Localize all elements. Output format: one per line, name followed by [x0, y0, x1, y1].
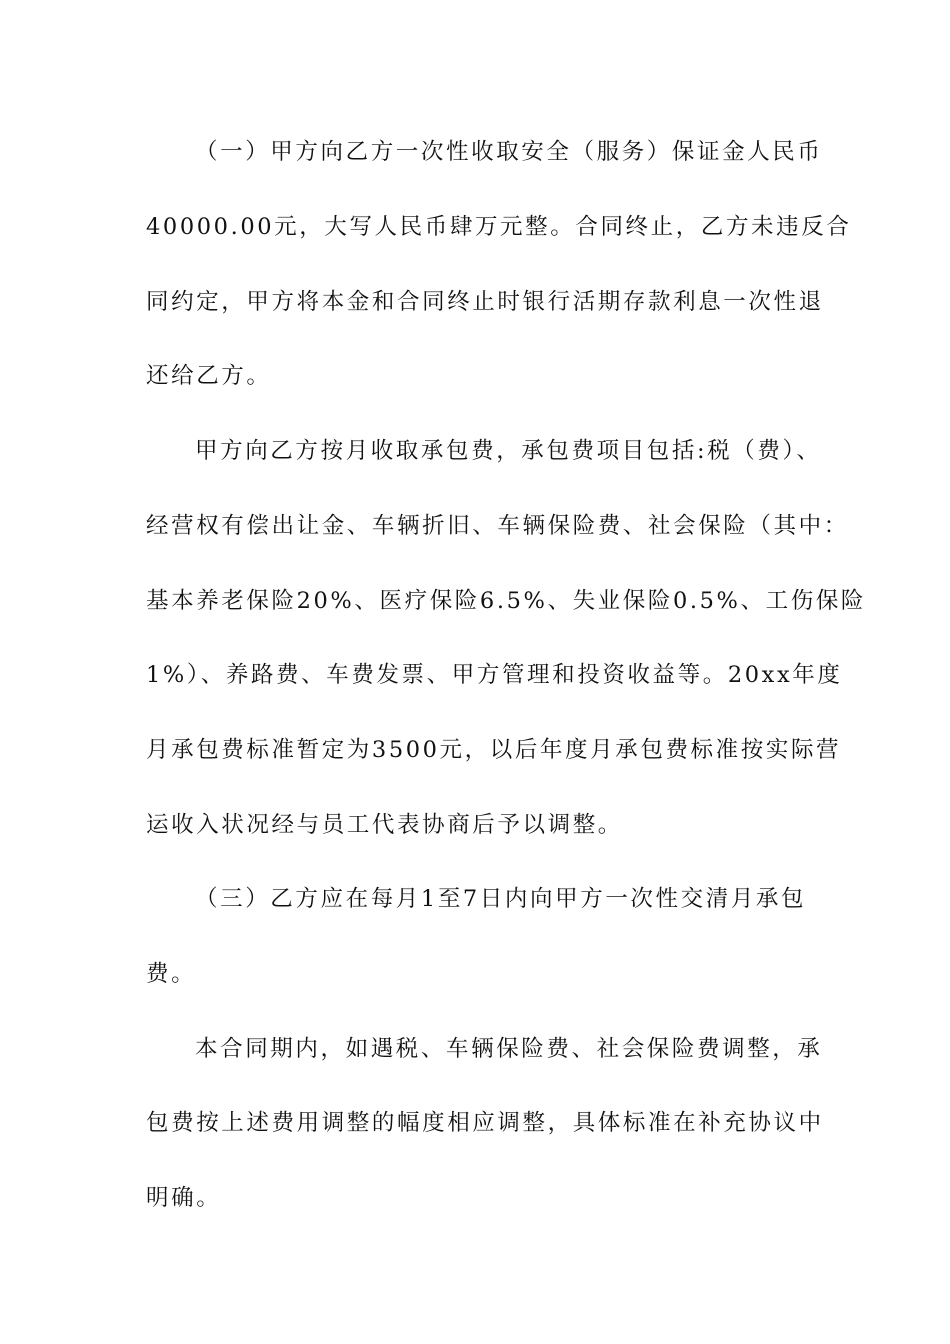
paragraph-1-line-2: 40000.00元，大写人民币肆万元整。合同终止，乙方未违反合 — [146, 214, 852, 240]
paragraph-2-line-3: 基本养老保险20%、医疗保险6.5%、失业保险0.5%、工伤保险 — [146, 588, 867, 614]
paragraph-1-line-1: （一）甲方向乙方一次性收取安全（服务）保证金人民币 — [195, 139, 823, 165]
paragraph-4-line-1: 本合同期内，如遇税、车辆保险费、社会保险费调整，承 — [195, 1036, 823, 1062]
paragraph-2-line-1: 甲方向乙方按月收取承包费，承包费项目包括:税（费）、 — [195, 438, 822, 464]
paragraph-2-line-4: 1%）、养路费、车费发票、甲方管理和投资收益等。20xx年度 — [146, 662, 843, 688]
paragraph-2-line-6: 运收入状况经与员工代表协商后予以调整。 — [146, 812, 623, 838]
paragraph-4-line-3: 明确。 — [146, 1185, 222, 1211]
paragraph-2-line-5: 月承包费标准暂定为3500元，以后年度月承包费标准按实际营 — [146, 737, 842, 763]
paragraph-2-line-2: 经营权有偿出让金、车辆折旧、车辆保险费、社会保险（其中： — [146, 513, 849, 539]
paragraph-1-line-3: 同约定，甲方将本金和合同终止时银行活期存款利息一次性退 — [146, 289, 824, 315]
paragraph-3-line-2: 费。 — [146, 961, 197, 987]
paragraph-4-line-2: 包费按上述费用调整的幅度相应调整，具体标准在补充协议中 — [146, 1110, 824, 1136]
paragraph-1-line-4: 还给乙方。 — [146, 363, 272, 389]
paragraph-3-line-1: （三）乙方应在每月1至7日内向甲方一次性交清月承包 — [195, 886, 807, 912]
